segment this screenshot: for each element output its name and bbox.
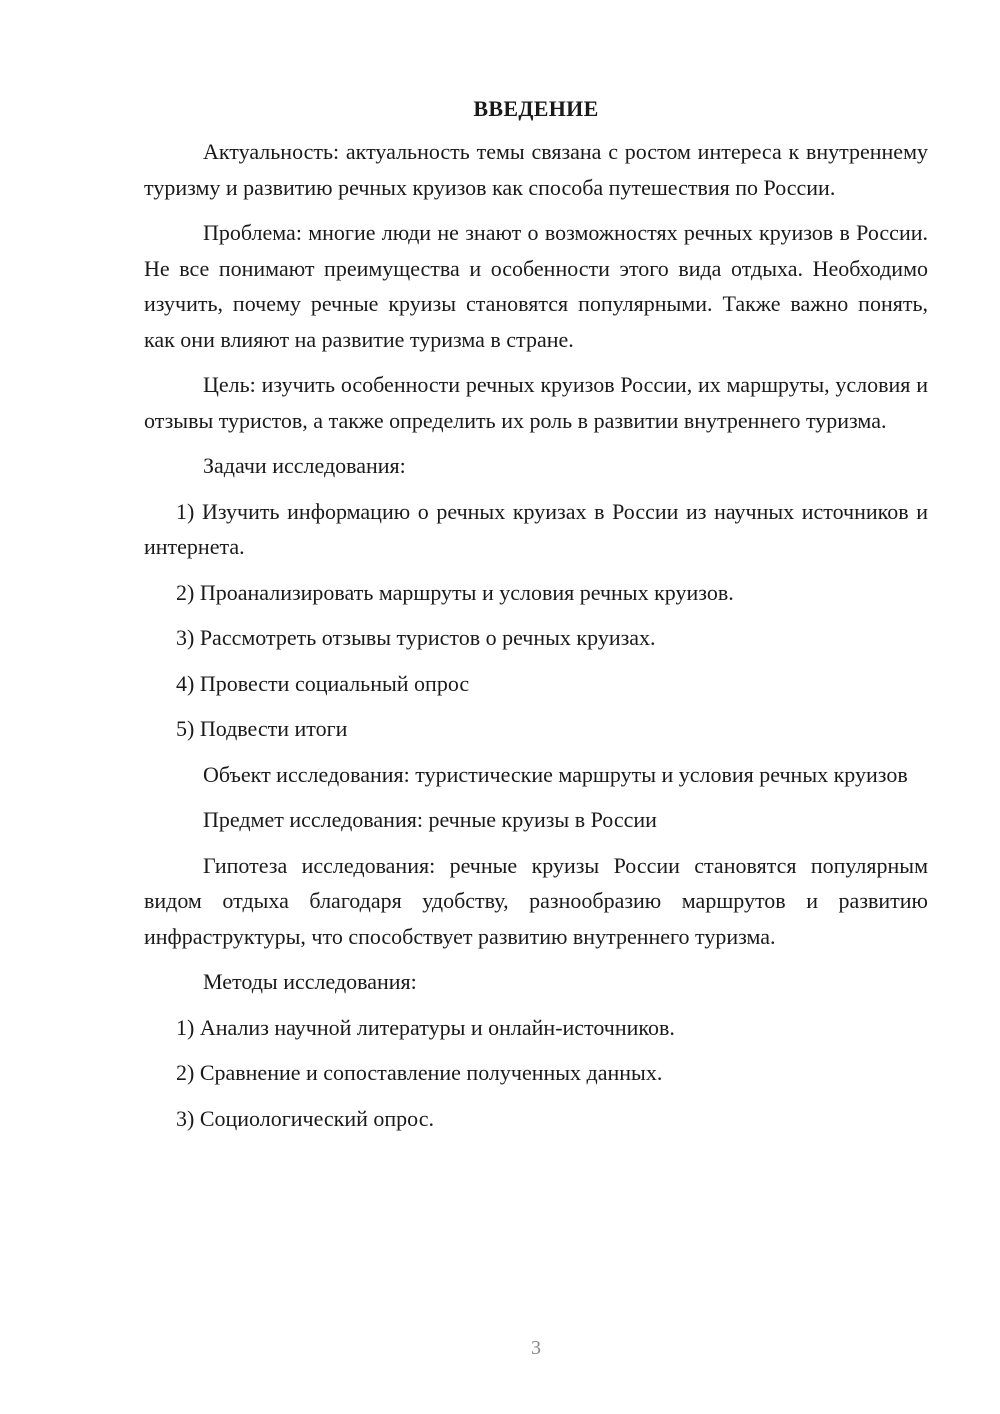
paragraph-subject: Предмет исследования: речные круизы в России xyxy=(203,807,657,832)
document-page xyxy=(144,92,928,1146)
paragraph-relevance: Актуальность: актуальность темы связана с ростом интереса к внутреннему туризму и развитию речных круизов как способа путешествия по России. xyxy=(144,139,928,200)
page-number: 3 xyxy=(531,1337,541,1359)
paragraph-hypothesis: Гипотеза исследования: речные круизы России становятся популярным видом отдыха благодаря удобству, разнообразию маршрутов и развитию инфраструктуры, что способствует развитию внутреннего туризма. xyxy=(144,852,928,949)
task-item: 3) Рассмотреть отзывы туристов о речных круизах. xyxy=(176,625,656,650)
paragraph-goal: Цель: изучить особенности речных круизов России, их маршруты, условия и отзывы туристов, а также определить их роль в развитии внутреннего туризма. xyxy=(144,372,928,433)
tasks-heading: Задачи исследования: xyxy=(203,453,406,478)
method-item: 3) Социологический опрос. xyxy=(176,1105,434,1131)
method-item: 1) Анализ научной литературы и онлайн-источников. xyxy=(176,1014,675,1040)
task-item: 1) Изучить информацию о речных круизах в России из научных источников и интернета. xyxy=(144,498,928,559)
paragraph-problem: Проблема: многие люди не знают о возможностях речных круизов в России. Не все понимают преимущества и особенности этого вида отдыха. Необходимо изучить, почему речные круизы становятся популярными. Также важно понять, как они влияют на развитие туризма в стране. xyxy=(144,220,928,352)
paragraph-object: Объект исследования: туристические маршруты и условия речных круизов xyxy=(203,761,908,787)
method-item: 2) Сравнение и сопоставление полученных данных. xyxy=(176,1060,663,1085)
methods-heading: Методы исследования: xyxy=(203,969,417,994)
task-item: 2) Проанализировать маршруты и условия речных круизов. xyxy=(176,579,734,605)
task-item: 5) Подвести итоги xyxy=(176,716,348,741)
task-item: 4) Провести социальный опрос xyxy=(176,670,470,696)
page-title: ВВЕДЕНИЕ xyxy=(473,96,599,121)
